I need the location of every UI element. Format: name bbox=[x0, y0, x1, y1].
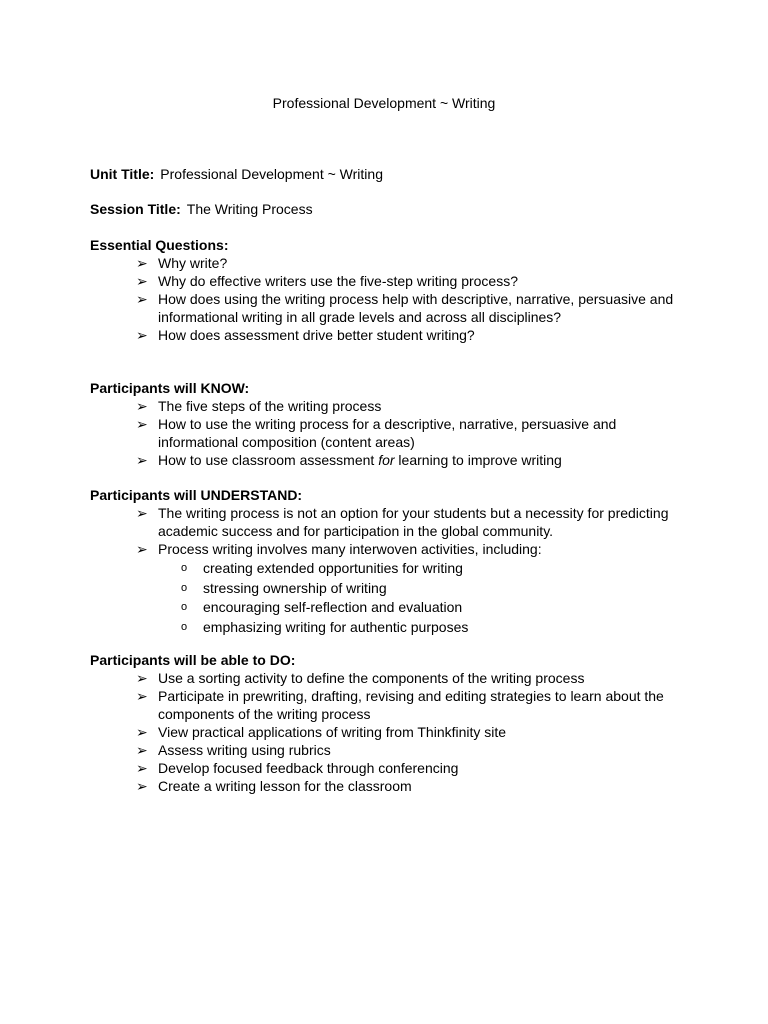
document-title: Professional Development ~ Writing bbox=[272, 95, 496, 111]
circle-bullet-icon: o bbox=[181, 562, 188, 574]
list-item bbox=[90, 272, 690, 290]
arrow-bullet-icon: ➢ bbox=[136, 398, 148, 414]
circle-bullet-icon: o bbox=[181, 601, 188, 613]
list-item-text: How does assessment drive better student writing? bbox=[158, 327, 475, 343]
sub-list-item-text: creating extended opportunities for writing bbox=[203, 560, 463, 576]
arrow-bullet-icon: ➢ bbox=[136, 291, 148, 307]
sub-list-item-text: encouraging self-reflection and evaluation bbox=[203, 599, 463, 615]
arrow-bullet-icon: ➢ bbox=[136, 760, 148, 776]
understand-section bbox=[90, 486, 690, 637]
arrow-bullet-icon: ➢ bbox=[136, 505, 148, 521]
list-item-text: Use a sorting activity to define the components of the writing process bbox=[158, 670, 585, 686]
sub-list-item bbox=[90, 559, 690, 579]
arrow-bullet-icon: ➢ bbox=[136, 273, 148, 289]
list-item-text-italic: for bbox=[378, 452, 395, 468]
circle-bullet-icon: o bbox=[181, 620, 188, 633]
understand-sub-list bbox=[90, 559, 690, 637]
session-title-line bbox=[90, 200, 313, 218]
essential-questions-section bbox=[90, 236, 690, 344]
know-heading: Participants will KNOW: bbox=[90, 380, 250, 396]
list-item-text: The writing process is not an option for your students but a necessity for predicting academic success and for participation in the global community. bbox=[158, 505, 669, 539]
list-item bbox=[90, 254, 690, 272]
list-item bbox=[90, 777, 690, 795]
sub-list-item bbox=[90, 579, 690, 599]
list-item-text: Develop focused feedback through conferencing bbox=[158, 760, 459, 776]
list-item-text: Why do effective writers use the five-step writing process? bbox=[158, 273, 519, 289]
list-item-text: The five steps of the writing process bbox=[158, 398, 382, 414]
arrow-bullet-icon: ➢ bbox=[136, 452, 148, 468]
essential-questions-heading: Essential Questions: bbox=[90, 237, 229, 253]
list-item bbox=[90, 741, 690, 759]
arrow-bullet-icon: ➢ bbox=[136, 778, 148, 794]
list-item-text: Process writing involves many interwoven activities, including: bbox=[158, 541, 542, 557]
list-item bbox=[90, 397, 690, 415]
list-item-text: View practical applications of writing from Thinkfinity site bbox=[158, 724, 507, 740]
know-list bbox=[90, 397, 690, 469]
do-section bbox=[90, 651, 690, 795]
sub-list-item bbox=[90, 598, 690, 618]
unit-title-label: Unit Title: bbox=[90, 166, 155, 182]
unit-title-value: Professional Development ~ Writing bbox=[160, 166, 383, 182]
list-item-text: Assess writing using rubrics bbox=[158, 742, 331, 758]
list-item-text: Why write? bbox=[158, 255, 228, 271]
sub-list-item bbox=[90, 618, 690, 638]
list-item-text: Create a writing lesson for the classroom bbox=[158, 778, 412, 794]
list-item bbox=[90, 759, 690, 777]
know-section bbox=[90, 379, 690, 469]
list-item-text-start: How to use classroom assessment bbox=[158, 452, 379, 468]
arrow-bullet-icon: ➢ bbox=[136, 670, 148, 686]
list-item-text-end: learning to improve writing bbox=[394, 452, 562, 468]
circle-bullet-icon: o bbox=[181, 581, 188, 594]
list-item-text: Participate in prewriting, drafting, revising and editing strategies to learn about the components of the writing process bbox=[158, 688, 664, 722]
arrow-bullet-icon: ➢ bbox=[136, 255, 148, 271]
list-item bbox=[90, 290, 690, 326]
list-item bbox=[90, 504, 690, 540]
do-heading: Participants will be able to DO: bbox=[90, 652, 296, 668]
list-item-text: How does using the writing process help with descriptive, narrative, persuasive and informational writing in all grade levels and across all disciplines? bbox=[158, 291, 674, 325]
list-item bbox=[90, 669, 690, 687]
list-item bbox=[90, 687, 690, 723]
list-item-text: How to use the writing process for a descriptive, narrative, persuasive and informational composition (content areas) bbox=[158, 416, 617, 450]
arrow-bullet-icon: ➢ bbox=[136, 416, 148, 432]
list-item bbox=[90, 540, 690, 558]
arrow-bullet-icon: ➢ bbox=[136, 724, 148, 740]
list-item bbox=[90, 451, 690, 469]
arrow-bullet-icon: ➢ bbox=[136, 742, 148, 758]
session-title-value: The Writing Process bbox=[186, 201, 313, 217]
essential-questions-list bbox=[90, 254, 690, 344]
sub-list-item-text: stressing ownership of writing bbox=[203, 579, 387, 596]
do-list bbox=[90, 669, 690, 795]
understand-heading: Participants will UNDERSTAND: bbox=[90, 487, 303, 503]
session-title-label: Session Title: bbox=[90, 201, 181, 217]
list-item bbox=[90, 326, 690, 344]
list-item bbox=[90, 415, 690, 451]
understand-list bbox=[90, 504, 690, 558]
arrow-bullet-icon: ➢ bbox=[136, 541, 148, 557]
unit-title-line bbox=[90, 165, 383, 183]
list-item bbox=[90, 723, 690, 741]
arrow-bullet-icon: ➢ bbox=[136, 327, 148, 343]
sub-list-item-text: emphasizing writing for authentic purposes bbox=[203, 618, 469, 635]
arrow-bullet-icon: ➢ bbox=[136, 688, 148, 704]
